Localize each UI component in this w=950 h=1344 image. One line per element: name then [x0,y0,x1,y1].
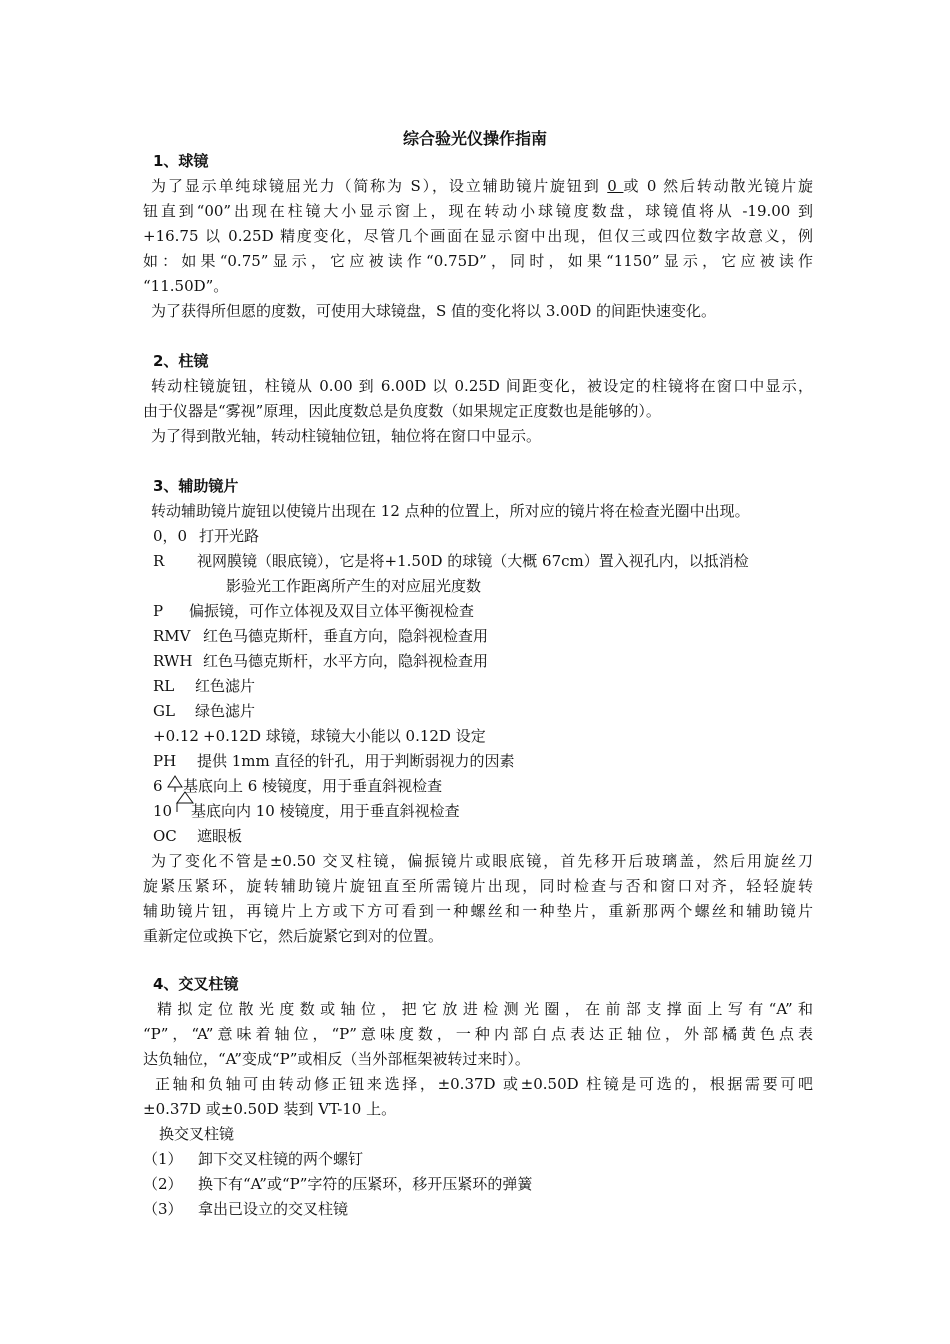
paragraph-line: 为了得到散光轴，转动柱镜轴位钮，轴位将在窗口中显示。 [151,427,542,445]
lens-item [143,774,813,799]
lens-item [143,649,813,674]
lens-desc: 红色马德克斯杆，水平方向，隐斜视检查用 [203,652,489,670]
paragraph-line: 正轴和负轴可由转动修正钮来选择，±0.37D 或±0.50D 柱镜是可选的，根据需要可吧 [155,1075,813,1093]
lens-code: RMV [153,627,191,645]
paragraph-line: 重新定位或换下它，然后旋紧它到对的位置。 [143,927,444,945]
paragraph-line [143,174,813,199]
lens-item [143,674,813,699]
paragraph-line: 精拟定位散光度数或轴位，把它放进检测光圈，在前部支撑面上写有“A”和 [157,1000,813,1018]
lens-item [143,824,813,849]
lens-item [143,624,813,649]
lens-desc: 基底向上 6 棱镜度，用于垂直斜视检查 [183,777,443,795]
section-cross-cylinder [143,972,813,1222]
lens-code: R [153,552,165,570]
lens-item [143,524,813,549]
section-heading: 3、辅助镜片 [153,477,239,495]
lens-code: OC [153,827,177,845]
step-number: （1） [143,1150,183,1168]
paragraph-line: 旋紧压紧环，旋转辅助镜片旋钮直至所需镜片出现，同时检查与否和窗口对齐，轻轻旋转 [143,877,813,895]
lens-desc: 打开光路 [199,527,260,545]
step-text: 换下有“A”或“P”字符的压紧环，移开压紧环的弹簧 [198,1175,533,1193]
step-number: （2） [143,1175,183,1193]
paragraph-line: 为了获得所但愿的度数，可使用大球镜盘，S 值的变化将以 3.00D 的间距快速变化。 [151,302,717,320]
lens-item [143,599,813,624]
paragraph-line: “11.50D”。 [143,277,229,295]
paragraph-line: 辅助镜片钮，再镜片上方或下方可看到一种螺丝和一种垫片，重新那两个螺丝和辅助镜片 [143,902,813,920]
lens-item [143,699,813,724]
section-heading: 1、球镜 [153,152,209,170]
lens-code: RL [153,677,175,695]
lens-desc: 绿色滤片 [195,702,256,720]
lens-desc: 视网膜镜（眼底镜），它是将+1.50D 的球镜（大概 67cm）置入视孔内，以抵消检 [197,552,749,570]
step-item [143,1197,813,1222]
text-run: 为了显示单纯球镜屈光力（简称为 S），设立辅助镜片旋钮到 [151,177,608,195]
paragraph-line: 达负轴位，“A”变成“P”或相反（当外部框架被转过来时）。 [143,1050,530,1068]
lens-code: RWH [153,652,193,670]
page-title: 综合验光仪操作指南 [402,129,547,148]
step-number: （3） [143,1200,183,1218]
paragraph-line: 钮直到“00”出现在柱镜大小显示窗上，现在转动小球镜度数盘，球镜值将从 -19.00 到 [143,202,813,220]
step-text: 卸下交叉柱镜的两个螺钉 [198,1150,364,1168]
paragraph-line: 如：如果“0.75”显示，它应被读作“0.75D”，同时，如果“1150”显示，它应被读作 [143,252,813,270]
lens-desc: 基底向内 10 棱镜度，用于垂直斜视检查 [191,802,460,820]
lens-desc: 提供 1mm 直径的针孔，用于判断弱视力的因素 [197,752,515,770]
section-spherical [143,149,813,324]
paragraph-line: 由于仪器是“雾视”原理，因此度数总是负度数（如果规定正度数也是能够的）。 [143,402,661,420]
underlined-text: 0 [607,177,624,195]
lens-code: P [153,602,164,620]
text-run: 或 0 然后转动散光镜片旋 [623,177,813,195]
lens-desc: 红色马德克斯杆，垂直方向，隐斜视检查用 [203,627,489,645]
section-auxiliary-lens [143,474,813,949]
lens-item [143,549,813,574]
lens-desc: 红色滤片 [195,677,256,695]
lens-desc-continued: 影验光工作距离所产生的对应屈光度数 [226,577,482,595]
prism-base-up-icon [167,775,183,791]
subheading: 换交叉柱镜 [159,1125,235,1143]
paragraph-line: +16.75 以 0.25D 精度变化，尽管几个画面在显示窗中出现，但仅三或四位数字故意义，例 [143,227,813,245]
lens-desc: +0.12D 球镜，球镜大小能以 0.12D 设定 [203,727,486,745]
step-text: 拿出已设立的交叉柱镜 [198,1200,349,1218]
paragraph-line: 为了变化不管是±0.50 交叉柱镜，偏振镜片或眼底镜，首先移开后玻璃盖，然后用旋丝刀 [151,852,813,870]
step-item [143,1172,813,1197]
lens-code: 10 [153,802,173,820]
lens-code: 6 [153,777,163,795]
paragraph-line: “P”，“A”意味着轴位，“P”意味度数，一种内部白点表达正轴位，外部橘黄色点表 [143,1025,813,1043]
lens-code: 0，0 [153,527,188,545]
paragraph-line: 转动辅助镜片旋钮以使镜片出现在 12 点种的位置上，所对应的镜片将在检查光圈中出现。 [151,502,750,520]
lens-desc: 遮眼板 [197,827,243,845]
prism-base-in-icon [177,802,191,818]
lens-item [143,749,813,774]
lens-code: PH [153,752,177,770]
lens-code: +0.12 [153,727,199,745]
lens-desc: 偏振镜，可作立体视及双目立体平衡视检查 [189,602,475,620]
step-item [143,1147,813,1172]
paragraph-line: ±0.37D 或±0.50D 装到 VT-10 上。 [143,1100,397,1118]
lens-item [143,799,813,824]
paragraph-line: 转动柱镜旋钮，柱镜从 0.00 到 6.00D 以 0.25D 间距变化，被设定的柱镜将在窗口中显示， [151,377,813,395]
lens-item [143,724,813,749]
section-heading: 4、交叉柱镜 [153,975,239,993]
section-heading: 2、柱镜 [153,352,209,370]
lens-code: GL [153,702,175,720]
section-cylinder [143,349,813,449]
